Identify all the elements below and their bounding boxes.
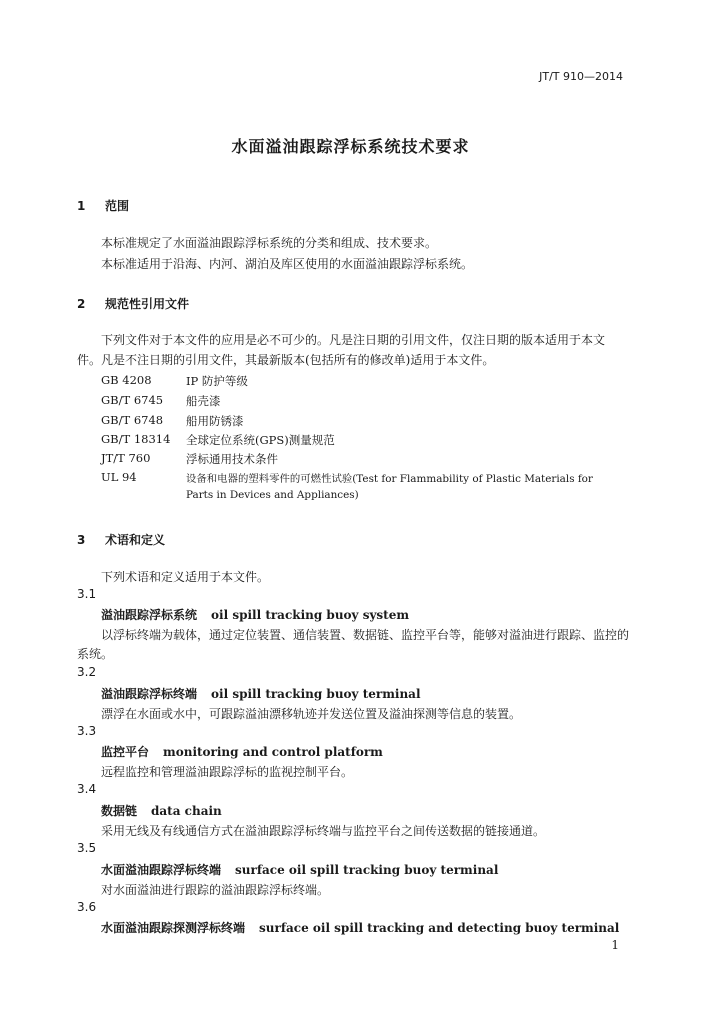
definition: 以浮标终端为载体，通过定位装置、通信装置、数据链、监控平台等，能够对溢油进行跟踪、监控的 xyxy=(101,628,630,642)
paragraph: 本标准规定了水面溢油跟踪浮标系统的分类和组成、技术要求。 xyxy=(101,236,438,250)
page-number: 1 xyxy=(611,938,619,952)
term-zh: 监控平台 xyxy=(101,745,150,759)
term-zh: 溢油跟踪浮标系统 xyxy=(101,608,198,622)
definition: 系统。 xyxy=(77,647,114,661)
term-en: monitoring and control platform xyxy=(163,745,383,759)
definition: 漂浮在水面或水中，可跟踪溢油漂移轨迹并发送位置及溢油探测等信息的装置。 xyxy=(101,707,522,721)
reference-code: GB/T 6745 xyxy=(101,393,164,407)
term xyxy=(101,802,222,819)
term xyxy=(101,743,383,760)
term xyxy=(101,861,498,878)
section-number: 2 xyxy=(77,297,86,311)
definition: 对水面溢油进行跟踪的溢油跟踪浮标终端。 xyxy=(101,883,330,897)
term xyxy=(101,685,421,702)
clause-number: 3.3 xyxy=(77,724,97,738)
standard-number: JT/T 910—2014 xyxy=(539,70,623,83)
term xyxy=(101,919,619,936)
section-title: 范围 xyxy=(105,199,130,213)
section-number: 1 xyxy=(77,199,86,213)
term-zh: 水面溢油跟踪浮标终端 xyxy=(101,863,222,877)
clause-number: 3.2 xyxy=(77,665,97,679)
paragraph: 件。凡是不注日期的引用文件，其最新版本(包括所有的修改单)适用于本文件。 xyxy=(77,353,495,367)
reference-code: GB/T 18314 xyxy=(101,432,171,446)
term-zh: 数据链 xyxy=(101,804,138,818)
term-zh: 水面溢油跟踪探测浮标终端 xyxy=(101,921,246,935)
definition: 远程监控和管理溢油跟踪浮标的监视控制平台。 xyxy=(101,765,354,779)
clause-number: 3.4 xyxy=(77,782,97,796)
reference-code: UL 94 xyxy=(101,470,137,484)
clause-number: 3.6 xyxy=(77,900,97,914)
paragraph: 下列术语和定义适用于本文件。 xyxy=(101,570,270,584)
paragraph: 下列文件对于本文件的应用是必不可少的。凡是注日期的引用文件，仅注日期的版本适用于本文 xyxy=(101,333,606,347)
definition: 采用无线及有线通信方式在溢油跟踪浮标终端与监控平台之间传送数据的链接通道。 xyxy=(101,824,546,838)
reference-title: IP 防护等级 xyxy=(186,374,248,388)
term-en: data chain xyxy=(151,804,222,818)
reference-title: 船用防锈漆 xyxy=(186,414,244,428)
reference-title: 浮标通用技术条件 xyxy=(186,452,278,466)
section-3-heading xyxy=(77,531,165,548)
term xyxy=(101,606,409,623)
section-number: 3 xyxy=(77,533,86,547)
section-title: 术语和定义 xyxy=(105,533,166,547)
section-2-heading xyxy=(77,295,189,312)
reference-code: JT/T 760 xyxy=(101,451,151,465)
clause-number: 3.1 xyxy=(77,587,97,601)
reference-title-continued: Parts in Devices and Appliances) xyxy=(186,489,359,501)
term-en: oil spill tracking buoy terminal xyxy=(211,687,421,701)
reference-title: 全球定位系统(GPS)测量规范 xyxy=(186,433,335,447)
reference-code: GB 4208 xyxy=(101,373,152,387)
term-en: oil spill tracking buoy system xyxy=(211,608,410,622)
term-en: surface oil spill tracking buoy terminal xyxy=(235,863,499,877)
section-1-heading xyxy=(77,197,129,214)
term-en: surface oil spill tracking and detecting buoy terminal xyxy=(259,921,620,935)
reference-title: 设备和电器的塑料零件的可燃性试验(Test for Flammability of Plastic Materials for xyxy=(186,473,593,485)
clause-number: 3.5 xyxy=(77,841,97,855)
section-title: 规范性引用文件 xyxy=(105,297,190,311)
reference-title: 船壳漆 xyxy=(186,394,221,408)
paragraph: 本标准适用于沿海、内河、湖泊及库区使用的水面溢油跟踪浮标系统。 xyxy=(101,257,474,271)
reference-code: GB/T 6748 xyxy=(101,413,164,427)
page-title: 水面溢油跟踪浮标系统技术要求 xyxy=(231,137,470,156)
term-zh: 溢油跟踪浮标终端 xyxy=(101,687,198,701)
